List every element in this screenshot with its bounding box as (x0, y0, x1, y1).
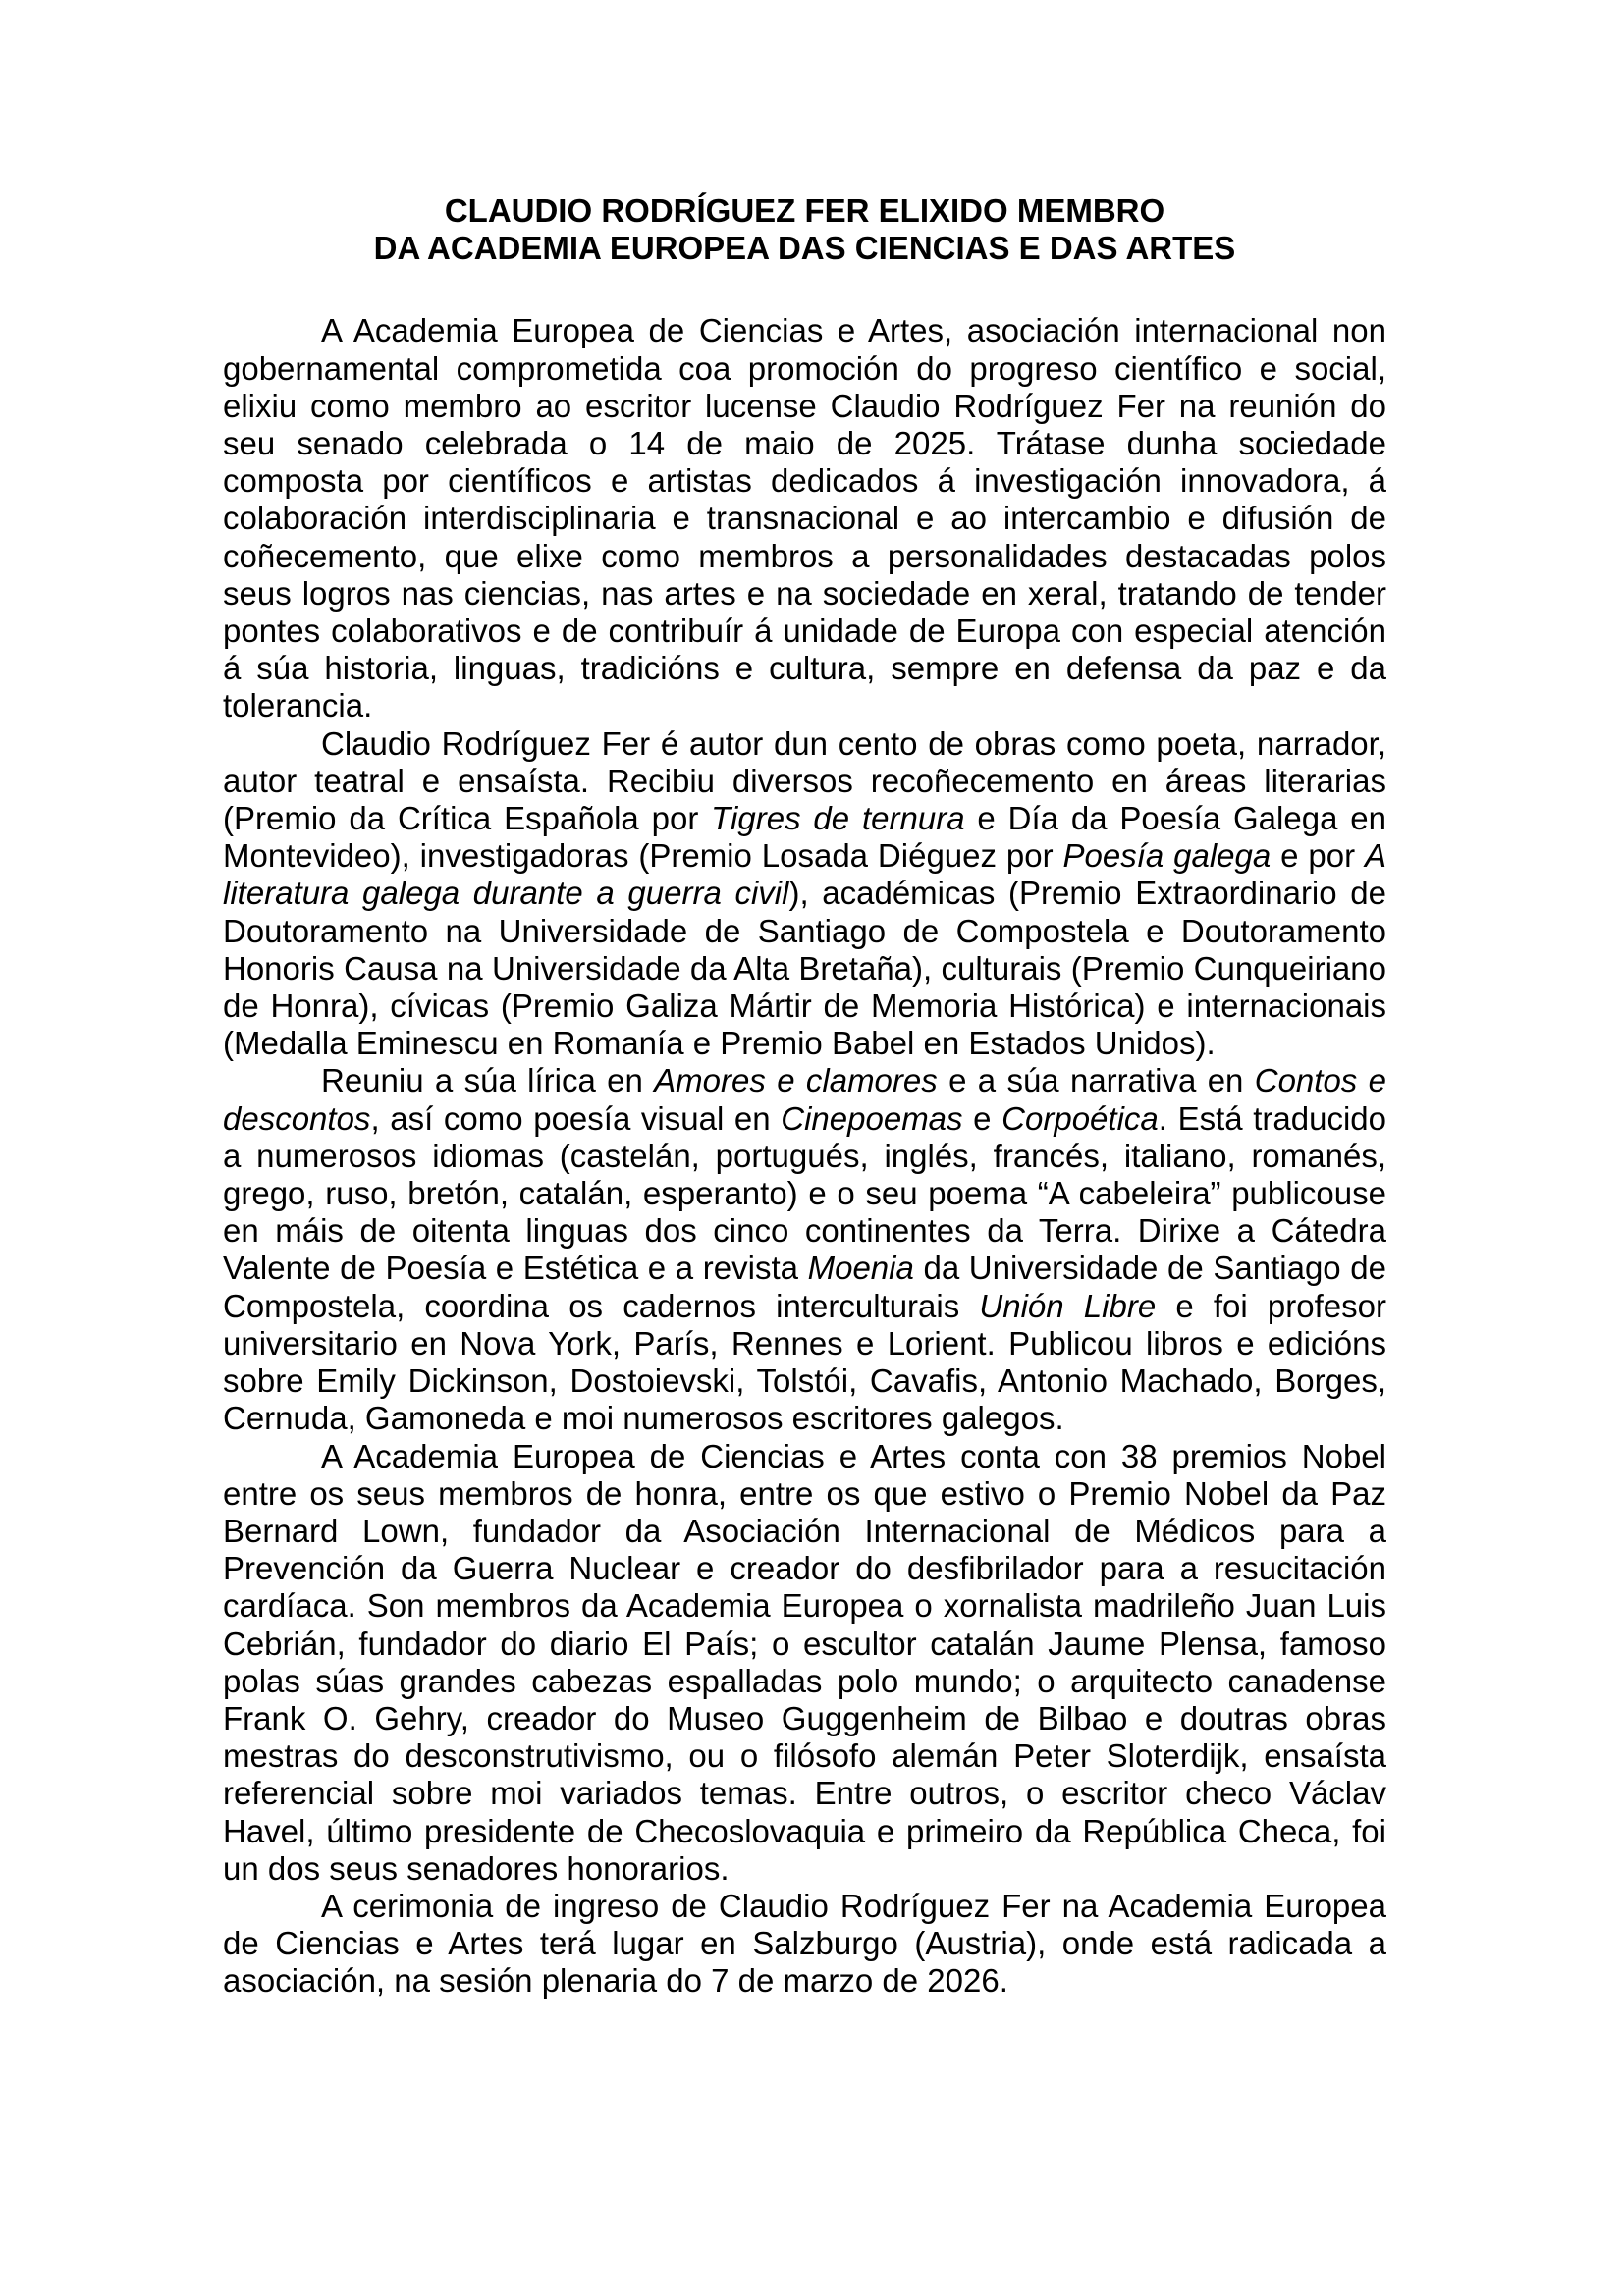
text-run: , así como poesía visual en (370, 1099, 782, 1137)
italic-text-run: Poesía galega (1062, 837, 1272, 875)
italic-text-run: Contos e descontos (223, 1062, 1386, 1137)
text-run: e Día da Poesía Galega en Montevideo), investigadoras (Premio Losada Diéguez por (223, 800, 1386, 875)
paragraph (223, 1062, 1386, 1437)
text-run: e (962, 1099, 1002, 1137)
text-run: ), académicas (Premio Extraordinario de Doutoramento na Universidade de Santiago de Compostela e Doutoramento Honoris Causa na Universidade da Alta Bretaña), culturais (Premio Cunqueiriano de Honra), cívicas (Premio Galiza Mártir de Memoria Histórica) e internacionais (Medalla Eminescu en Romanía e Premio Babel en Estados Unidos). (223, 875, 1386, 1062)
text-run: e a súa narrativa en (937, 1062, 1255, 1099)
italic-text-run: Moenia (807, 1250, 914, 1287)
italic-text-run: Amores e clamores (654, 1062, 938, 1099)
text-run: e foi profesor universitario en Nova York, París, Rennes e Lorient. Publicou libros e edicións sobre Emily Dickinson, Dostoievski, Tolstói, Cavafis, Antonio Machado, Borges, Cernuda, Gamoneda e moi numerosos escritores galegos. (223, 1287, 1386, 1437)
text-run: Claudio Rodríguez Fer é autor dun cento de obras como poeta, narrador, autor teatral e ensaísta. Recibiu diversos recoñecemento en áreas literarias (Premio da Crítica Española por (223, 724, 1386, 837)
italic-text-run: Unión Libre (979, 1287, 1157, 1324)
italic-text-run: A literatura galega durante a guerra civil (223, 837, 1386, 912)
italic-text-run: Corpoética (1001, 1099, 1159, 1137)
paragraph (223, 1888, 1386, 2001)
text-run: A Academia Europea de Ciencias e Artes, asociación internacional non gobernamental comprometida coa promoción do progreso científico e social, elixiu como membro ao escritor lucense Claudio Rodríguez Fer na reunión do seu senado celebrada o 14 de maio de 2025. Trátase dunha sociedade composta por científicos e artistas dedicados á investigación innovadora, á colaboración interdisciplinaria e transnacional e ao intercambio e difusión de coñecemento, que elixe como membros a personalidades destacadas polos seus logros nas ciencias, nas artes e na sociedade en xeral, tratando de tender pontes colaborativos e de contribuír á unidade de Europa con especial atención á súa historia, linguas, tradicións e cultura, sempre en defensa da paz e da tolerancia. (223, 312, 1386, 724)
text-run: Reuniu a súa lírica en (321, 1062, 655, 1099)
paragraph (223, 725, 1386, 1063)
document-title (223, 192, 1386, 267)
text-run: e por (1271, 837, 1365, 875)
document-content (223, 192, 1386, 2001)
paragraph (223, 312, 1386, 724)
text-run: A cerimonia de ingreso de Claudio Rodríguez Fer na Academia Europea de Ciencias e Artes terá lugar en Salzburgo (Austria), onde está radicada a asociación, na sesión plenaria do 7 de marzo de 2026. (223, 1887, 1386, 2000)
document-body (223, 312, 1386, 2000)
italic-text-run: Cinepoemas (781, 1099, 963, 1137)
text-run: . Está traducido a numerosos idiomas (castelán, portugués, inglés, francés, italiano, romanés, grego, ruso, bretón, catalán, esperanto) e o seu poema “A cabeleira” publicouse en máis de oitenta linguas dos cinco continentes da Terra. Dirixe a Cátedra Valente de Poesía e Estética e a revista (223, 1099, 1386, 1287)
text-run: da Universidade de Santiago de Compostela, coordina os cadernos interculturais (223, 1250, 1386, 1324)
text-run: A Academia Europea de Ciencias e Artes conta con 38 premios Nobel entre os seus membros de honra, entre os que estivo o Premio Nobel da Paz Bernard Lown, fundador da Asociación Internacional de Médicos para a Prevención da Guerra Nuclear e creador do desfibrilador para a resucitación cardíaca. Son membros da Academia Europea o xornalista madrileño Juan Luis Cebrián, fundador do diario El País; o escultor catalán Jaume Plensa, famoso polas súas grandes cabezas espalladas polo mundo; o arquitecto canadense Frank O. Gehry, creador do Museo Guggenheim de Bilbao e doutras obras mestras do desconstrutivismo, ou o filósofo alemán Peter Sloterdijk, ensaísta referencial sobre moi variados temas. Entre outros, o escritor checo Václav Havel, último presidente de Checoslovaquia e primeiro da República Checa, foi un dos seus senadores honorarios. (223, 1437, 1386, 1887)
italic-text-run: Tigres de ternura (711, 800, 965, 837)
paragraph (223, 1438, 1386, 1888)
title-line-2: DA ACADEMIA EUROPEA DAS CIENCIAS E DAS ARTES (373, 230, 1236, 267)
title-line-1: CLAUDIO RODRÍGUEZ FER ELIXIDO MEMBRO (444, 192, 1165, 229)
